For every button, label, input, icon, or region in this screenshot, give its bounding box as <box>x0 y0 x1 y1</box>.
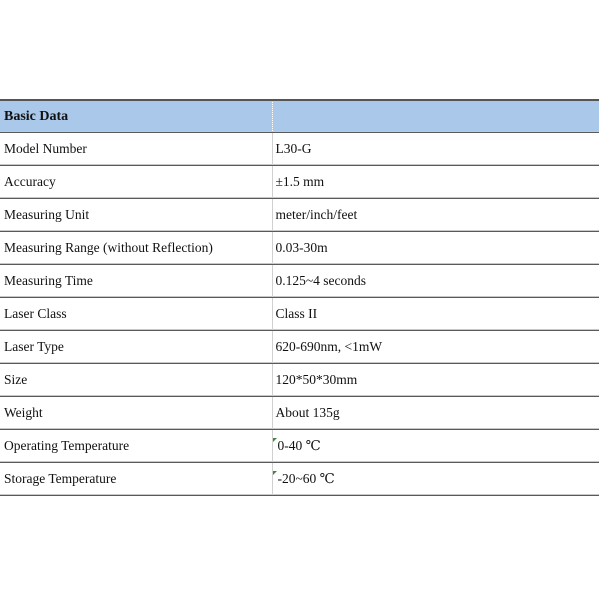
row-value-text: 0-40 ℃ <box>277 438 321 453</box>
table-row <box>0 364 599 397</box>
row-value: 120*50*30mm <box>272 364 599 397</box>
table-row <box>0 199 599 232</box>
row-value <box>272 430 599 463</box>
row-value: Class II <box>272 298 599 331</box>
table-row <box>0 133 599 166</box>
row-value: 0.125~4 seconds <box>272 265 599 298</box>
row-label: Storage Temperature <box>0 463 272 496</box>
table-row <box>0 463 599 496</box>
row-label: Size <box>0 364 272 397</box>
row-value: About 135g <box>272 397 599 430</box>
table-row <box>0 166 599 199</box>
spec-table <box>0 99 599 496</box>
table-row <box>0 232 599 265</box>
row-label: Laser Class <box>0 298 272 331</box>
row-value: meter/inch/feet <box>272 199 599 232</box>
row-value-text: -20~60 ℃ <box>277 471 335 486</box>
row-label: Measuring Time <box>0 265 272 298</box>
row-label: Measuring Unit <box>0 199 272 232</box>
table-row <box>0 430 599 463</box>
table-row <box>0 265 599 298</box>
cell-marker-icon <box>273 438 277 442</box>
table-header-value <box>272 100 599 133</box>
row-value: ±1.5 mm <box>272 166 599 199</box>
table-row <box>0 331 599 364</box>
row-label: Laser Type <box>0 331 272 364</box>
row-value: 0.03-30m <box>272 232 599 265</box>
row-label: Operating Temperature <box>0 430 272 463</box>
row-label: Accuracy <box>0 166 272 199</box>
cell-marker-icon <box>273 471 277 475</box>
table-header-row <box>0 100 599 133</box>
row-value <box>272 463 599 496</box>
table-header-label: Basic Data <box>0 100 272 133</box>
row-value: 620-690nm, <1mW <box>272 331 599 364</box>
row-label: Model Number <box>0 133 272 166</box>
row-label: Measuring Range (without Reflection) <box>0 232 272 265</box>
table-row <box>0 298 599 331</box>
row-label: Weight <box>0 397 272 430</box>
row-value: L30-G <box>272 133 599 166</box>
table-row <box>0 397 599 430</box>
